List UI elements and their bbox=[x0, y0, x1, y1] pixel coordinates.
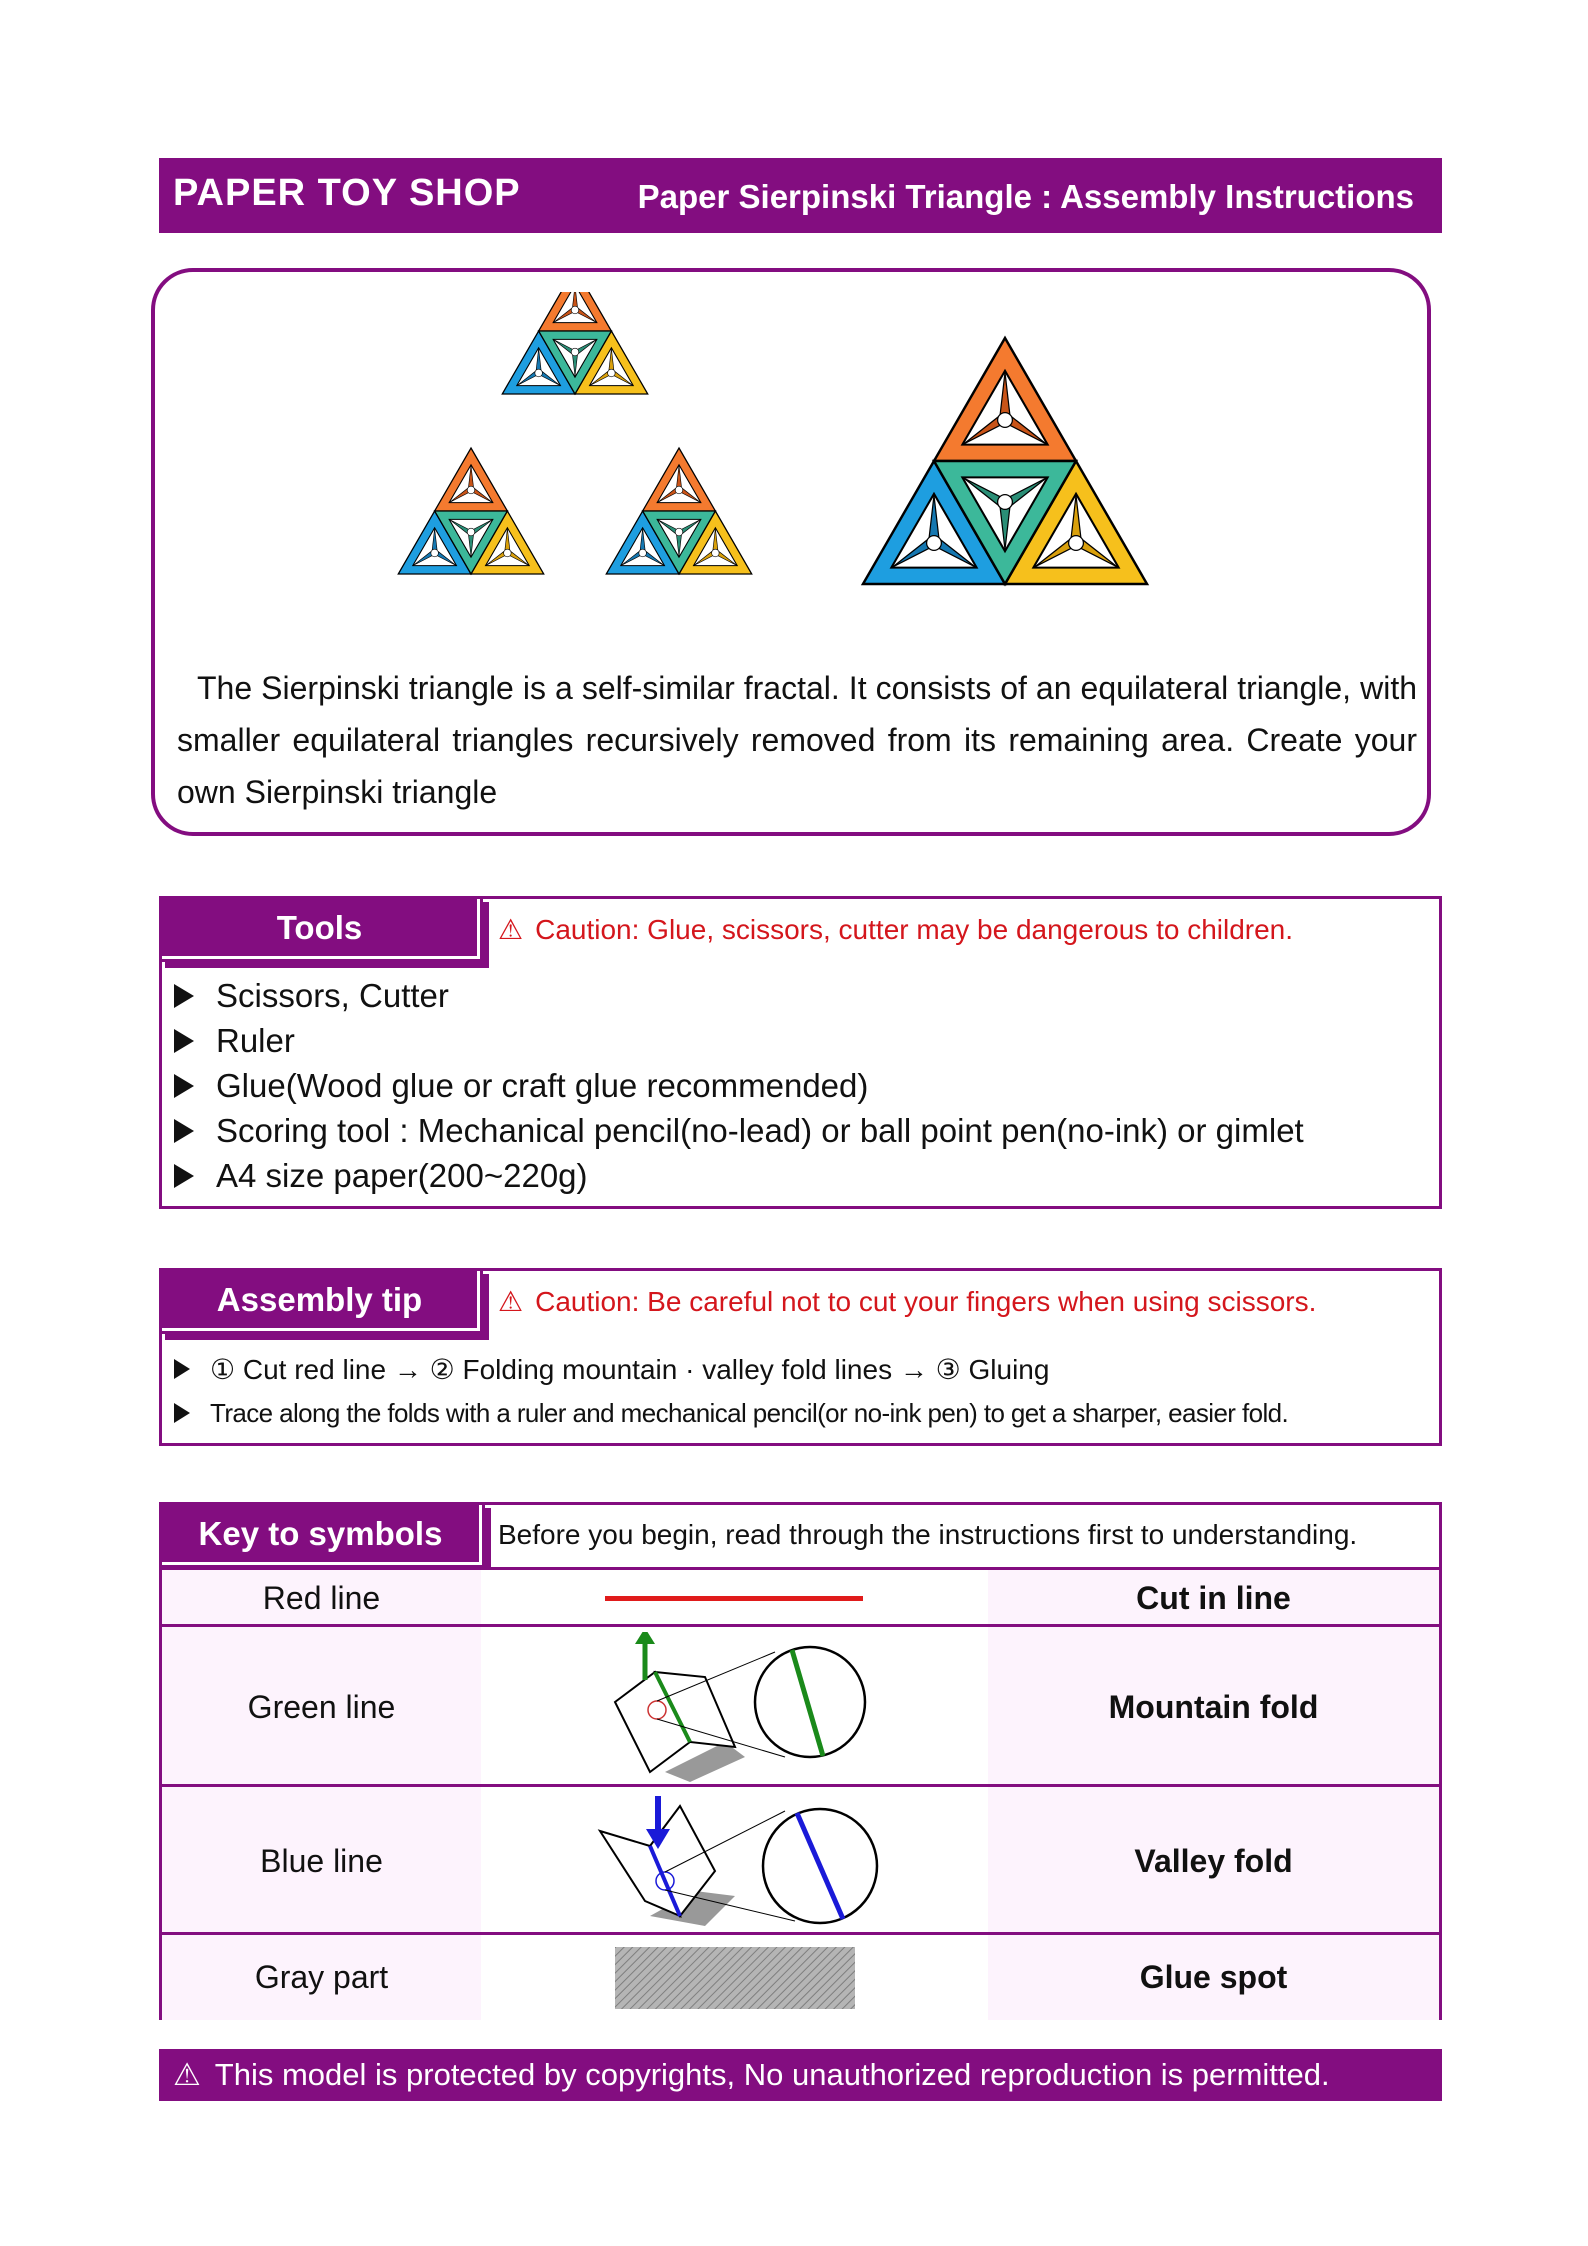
tools-list bbox=[174, 973, 1304, 1198]
intro-description bbox=[177, 662, 1417, 818]
copyright-footer bbox=[159, 2049, 1442, 2101]
tool-item-text: Scissors, Cutter bbox=[216, 976, 449, 1014]
tools-caution bbox=[498, 913, 1293, 946]
doc-title: Paper Sierpinski Triangle : Assembly Instructions bbox=[637, 178, 1414, 215]
list-item bbox=[174, 1108, 1304, 1153]
sierpinski-right-icon bbox=[863, 338, 1147, 584]
arrow-bullet-icon bbox=[174, 1359, 190, 1379]
shop-name: PAPER TOY SHOP bbox=[173, 172, 521, 214]
copyright-notice: This model is protected by copyrights, No unauthorized reproduction is permitted. bbox=[214, 2057, 1330, 2092]
assembly-tip-section bbox=[159, 1268, 1442, 1446]
symbol-meaning: Cut in line bbox=[988, 1570, 1439, 1627]
assembly-tip-tab bbox=[159, 1268, 483, 1334]
tool-item-text: A4 size paper(200~220g) bbox=[216, 1156, 588, 1194]
list-item bbox=[174, 1347, 1288, 1391]
key-section bbox=[159, 1502, 1442, 2020]
tool-item-text: Ruler bbox=[216, 1021, 295, 1059]
arrow-bullet-icon bbox=[174, 1029, 194, 1053]
table-row bbox=[162, 1784, 1439, 1935]
tip-item-text: Trace along the folds with a ruler and mechanical pencil(or no-ink pen) to get a sharper, easier fold. bbox=[210, 1397, 1289, 1428]
mountain-fold-icon bbox=[595, 1632, 875, 1782]
arrow-bullet-icon bbox=[174, 1403, 190, 1423]
symbol-name: Gray part bbox=[162, 1935, 484, 2020]
gray-part-symbol bbox=[481, 1935, 991, 2020]
key-note: Before you begin, read through the instructions first to understanding. bbox=[498, 1519, 1358, 1550]
arrow-bullet-icon bbox=[174, 1074, 194, 1098]
list-item bbox=[174, 1391, 1288, 1435]
tools-tab bbox=[159, 896, 483, 962]
warning-triangle-icon: ⚠ bbox=[498, 914, 524, 945]
red-line-symbol bbox=[481, 1570, 991, 1627]
table-row bbox=[162, 1567, 1439, 1627]
intro-paragraph: The Sierpinski triangle is a self-similar fractal. It consists of an equilateral triangle, with smaller equilateral triangles recursively removed from its remaining area. Create your own Sierpinski triangle bbox=[177, 670, 1417, 810]
table-row bbox=[162, 1932, 1439, 2020]
warning-triangle-icon: ⚠ bbox=[498, 1286, 524, 1317]
list-item bbox=[174, 1018, 1304, 1063]
symbol-name: Red line bbox=[162, 1570, 484, 1627]
sierpinski-left-icon bbox=[398, 292, 751, 574]
symbol-meaning: Glue spot bbox=[988, 1935, 1439, 2020]
assembly-tip-tab-label: Assembly tip bbox=[216, 1280, 423, 1318]
assembly-tip-list bbox=[174, 1347, 1288, 1435]
symbol-meaning: Mountain fold bbox=[988, 1627, 1439, 1787]
list-item bbox=[174, 1153, 1304, 1198]
list-item bbox=[174, 1063, 1304, 1108]
assembly-tip-caution-text: Caution: Be careful not to cut your fingers when using scissors. bbox=[535, 1286, 1317, 1317]
header-bar bbox=[159, 158, 1442, 233]
valley-fold-symbol bbox=[481, 1787, 991, 1935]
arrow-bullet-icon bbox=[174, 984, 194, 1008]
sierpinski-illustration bbox=[365, 292, 1225, 662]
symbol-name: Green line bbox=[162, 1627, 484, 1787]
list-item bbox=[174, 973, 1304, 1018]
warning-triangle-icon: ⚠ bbox=[173, 2057, 201, 2092]
mountain-fold-symbol bbox=[481, 1627, 991, 1787]
key-tab-label: Key to symbols bbox=[198, 1514, 443, 1552]
symbol-meaning: Valley fold bbox=[988, 1787, 1439, 1935]
tool-item-text: Glue(Wood glue or craft glue recommended) bbox=[216, 1066, 869, 1104]
tools-section bbox=[159, 896, 1442, 1209]
glue-hatch-icon bbox=[615, 1947, 855, 2009]
valley-fold-icon bbox=[585, 1791, 885, 1931]
arrow-bullet-icon bbox=[174, 1164, 194, 1188]
assembly-tip-caution bbox=[498, 1285, 1316, 1318]
tip-item-text: ① Cut red line → ② Folding mountain · valley fold lines → ③ Gluing bbox=[210, 1353, 1050, 1385]
tool-item-text: Scoring tool : Mechanical pencil(no-lead) or ball point pen(no-ink) or gimlet bbox=[216, 1111, 1304, 1149]
table-row bbox=[162, 1624, 1439, 1787]
symbol-name: Blue line bbox=[162, 1787, 484, 1935]
red-line-icon bbox=[605, 1594, 865, 1604]
key-tab bbox=[159, 1502, 485, 1568]
arrow-bullet-icon bbox=[174, 1119, 194, 1143]
tools-tab-label: Tools bbox=[276, 908, 363, 946]
intro-box bbox=[151, 268, 1431, 836]
tools-caution-text: Caution: Glue, scissors, cutter may be dangerous to children. bbox=[535, 914, 1294, 945]
